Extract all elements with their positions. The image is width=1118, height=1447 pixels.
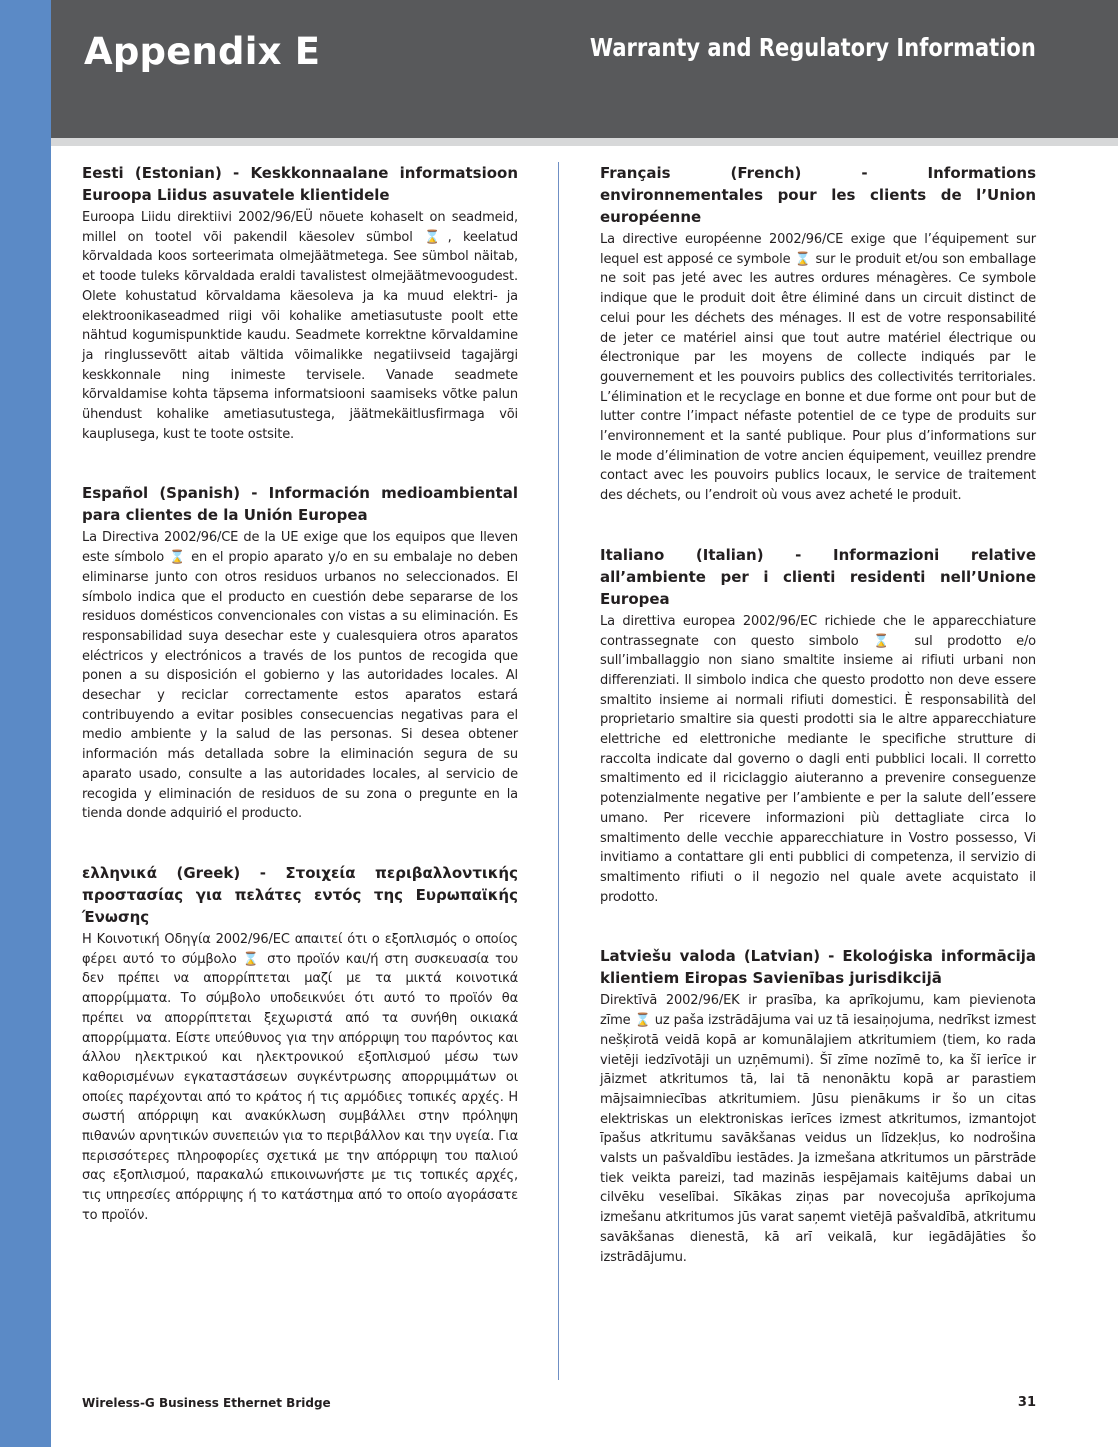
section-italian bbox=[600, 544, 1036, 908]
section-title: Latviešu valoda (Latvian) - Ekoloģiska informācija klientiem Eiropas Savienības jurisdikcijā bbox=[600, 947, 1036, 988]
page-subtitle: Warranty and Regulatory Information bbox=[590, 33, 1036, 62]
side-color-strip bbox=[0, 0, 51, 1447]
section-estonian bbox=[82, 162, 518, 444]
section-title: Español (Spanish) - Información medioambiental para clientes de la Unión Europea bbox=[82, 484, 518, 525]
section-greek bbox=[82, 862, 518, 1226]
right-column bbox=[600, 162, 1036, 1305]
column-divider bbox=[558, 162, 559, 1380]
section-title: Français (French) - Informations environnementales pour les clients de l’Union européenne bbox=[600, 164, 1036, 226]
section-title: Italiano (Italian) - Informazioni relative all’ambiente per i clienti residenti nell’Unione Europea bbox=[600, 545, 1036, 608]
section-spanish bbox=[82, 482, 518, 824]
section-french bbox=[600, 162, 1036, 506]
section-body: La directive européenne 2002/96/CE exige que l’équipement sur lequel est apposé ce symbole ⌛ sur le produit et/ou son emballage ne soit pas jeté avec les autres ordures ménagères. Ce symbole indique que le produit doit être éliminé dans un circuit distinct de celui pour les déchets des ménages. Il est de votre responsabilité de jeter ce matériel ainsi que tout autre matériel électrique ou électronique par les moyens de collecte indiqués par le gouvernement et les pouvoirs publics des collectivités territoriales. L’élimination et le recyclage en bonne et due forme ont pour but de lutter contre l’impact néfaste potentiel de ce type de produits sur l’environnement et la santé publique. Pour plus d’informations sur le mode d’élimination de votre ancien équipement, veuillez prendre contact avec les pouvoirs publics locaux, le service de traitement des déchets, ou l’endroit où vous avez acheté le produit. bbox=[600, 232, 1036, 504]
section-title: ελληνικά (Greek) - Στοιχεία περιβαλλοντικής προστασίας για πελάτες εντός της Ευρωπαϊκής Ένωσης bbox=[82, 863, 518, 926]
page-title: Appendix E bbox=[84, 30, 321, 73]
section-body: Η Κοινοτική Οδηγία 2002/96/EC απαιτεί ότι ο εξοπλισμός ο οποίος φέρει αυτό το σύμβολο ⌛ στο προϊόν και/ή στη συσκευασία του δεν πρέπει να απορρίπτεται μαζί με τα μικτά κοινοτικά απορρίμματα. Το σύμβολο υποδεικνύει ότι αυτό το προϊόν θα πρέπει να απορρίπτεται ξεχωριστά από τα συνήθη οικιακά απορρίμματα. Είστε υπεύθυνος για την απόρριψη του παρόντος και άλλου ηλεκτρικού και ηλεκτρονικού εξοπλισμού μέσω των καθορισμένων εγκαταστάσεων συγκέντρωσης απορριμμάτων οι οποίες παρέχονται από το κράτος ή τις αρμόδιες τοπικές αρχές. Η σωστή απόρριψη και ανακύκλωση συμβάλλει στην πρόληψη πιθανών αρνητικών συνεπειών για το περιβάλλον και την υγεία. Για περισσότερες πληροφορίες σχετικά με την απόρριψη του παλιού σας εξοπλισμού, παρακαλώ επικοινωνήστε με τις τοπικές αρχές, τις υπηρεσίες απόρριψης ή το κατάστημα από το οποίο αγοράσατε το προϊόν. bbox=[82, 931, 518, 1223]
section-body: Euroopa Liidu direktiivi 2002/96/EÜ nõuete kohaselt on seadmeid, millel on tootel või pakendil käesolev sümbol ⌛, keelatud kõrvaldada koos sorteerimata olmejäätmetega. See sümbol näitab, et toode tuleks kõrvaldada eraldi tavalistest olmejäätmevoogudest. Olete kohustatud kõrvaldama käesoleva ja ka muud elektri- ja elektroonikaseadmed riigi või kohalike ametiasutuste poolt ette nähtud kogumispunktide kaudu. Seadmete korrektne kõrvaldamine ja ringlussevõtt aitab vältida võimalikke negatiivseid tagajärgi keskkonnale ning inimeste tervisele. Vanade seadmete kõrvaldamise kohta täpsema informatsiooni saamiseks võtke palun ühendust kohalike ametiasutustega, jäätmekäitlusfirmaga või kauplusega, kust te toote ostsite. bbox=[82, 210, 518, 442]
section-latvian bbox=[600, 945, 1036, 1267]
left-column bbox=[82, 162, 518, 1264]
section-title: Eesti (Estonian) - Keskkonnaalane informatsioon Euroopa Liidus asuvatele klientidele bbox=[82, 164, 518, 204]
header-rule bbox=[51, 138, 1118, 146]
section-body: Direktīvā 2002/96/EK ir prasība, ka aprīkojumu, kam pievienota zīme ⌛ uz paša izstrādājuma vai uz tā iesaiņojuma, nedrīkst izmest nešķirotā veidā kopā ar komunālajiem atkritumiem (tiem, ko rada vietēji iedzīvotāji un uzņēmumi). Šī zīme nozīmē to, ka šī ierīce ir jāizmet atkritumos tā, lai tā nenonāktu kopā ar parastiem mājsaimniecības atkritumiem. Jūsu pienākums ir šo un citas elektriskas un elektroniskas ierīces izmest atkritumos, izmantojot īpašus atkritumu savākšanas veidus un līdzekļus, ko nodrošina valsts un pašvaldību iestādes. Ja izmešana atkritumos un pārstrāde tiek veikta pareizi, tad mazinās iespējamais kaitējums dabai un cilvēku veselībai. Sīkākas ziņas par novecojuša aprīkojuma izmešanu atkritumos jūs varat saņemt vietējā pašvaldībā, atkritumu savākšanas dienestā, kā arī veikalā, kur iegādājāties šo izstrādājumu. bbox=[600, 993, 1036, 1265]
page-number: 31 bbox=[1017, 1395, 1036, 1410]
section-body: La Directiva 2002/96/CE de la UE exige que los equipos que lleven este símbolo ⌛ en el propio aparato y/o en su embalaje no deben eliminarse junto con otros residuos urbanos no seleccionados. El símbolo indica que el producto en cuestión debe separarse de los residuos domésticos convencionales con vistas a su eliminación. Es responsabilidad suya desechar este y cualesquiera otros aparatos eléctricos y electrónicos a través de los puntos de recogida que ponen a su disposición el gobierno y las autoridades locales. Al desechar y reciclar correctamente estos aparatos estará contribuyendo a evitar posibles consecuencias negativas para el medio ambiente y la salud de las personas. Si desea obtener información más detallada sobre la eliminación segura de su aparato usado, consulte a las autoridades locales, al servicio de recogida y eliminación de residuos de su zona o pregunte en la tienda donde adquirió el producto. bbox=[82, 530, 518, 822]
footer-product-name: Wireless-G Business Ethernet Bridge bbox=[82, 1396, 331, 1410]
section-body: La direttiva europea 2002/96/EC richiede che le apparecchiature contrassegnate con questo simbolo ⌛ sul prodotto e/o sull’imballaggio non siano smaltite insieme ai rifiuti urbani non differenziati. Il simbolo indica che questo prodotto non deve essere smaltito insieme ai normali rifiuti domestici. È responsabilità del proprietario smaltire sia questi prodotti sia le altre apparecchiature elettriche ed elettroniche mediante le specifiche strutture di raccolta indicate dal governo o dagli enti pubblici locali. Il corretto smaltimento ed il riciclaggio aiuteranno a prevenire conseguenze potenzialmente negative per l’ambiente e per la salute dell’essere umano. Per ricevere informazioni più dettagliate circa lo smaltimento delle vecchie apparecchiature in Vostro possesso, Vi invitiamo a contattare gli enti pubblici di competenza, il servizio di smaltimento rifiuti o il negozio nel quale avete acquistato il prodotto. bbox=[600, 613, 1036, 905]
